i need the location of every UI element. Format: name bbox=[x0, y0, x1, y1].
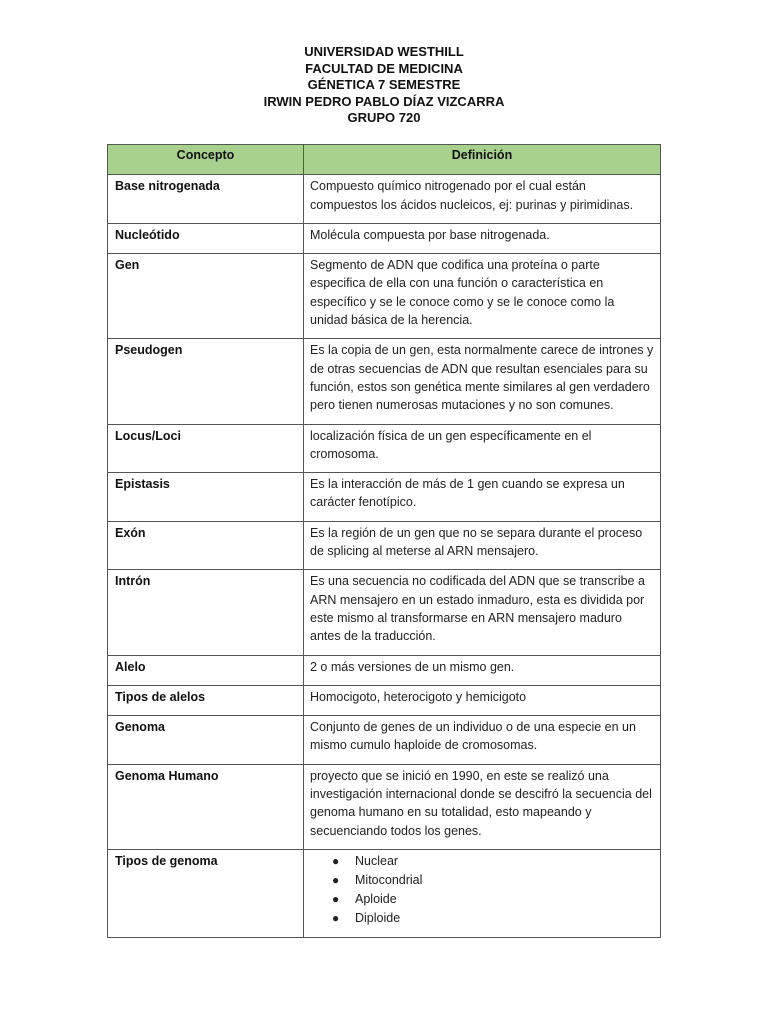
table-row bbox=[108, 175, 661, 224]
table-row bbox=[108, 473, 661, 522]
definition-cell: 2 o más versiones de un mismo gen. bbox=[304, 655, 661, 685]
table-row bbox=[108, 424, 661, 473]
table-row bbox=[108, 655, 661, 685]
document-header bbox=[0, 44, 768, 127]
list-item-label: Diploide bbox=[355, 910, 401, 925]
definition-cell bbox=[304, 849, 661, 937]
genome-types-list bbox=[310, 852, 654, 928]
definition-cell: localización física de un gen específicamente en el cromosoma. bbox=[304, 424, 661, 473]
concept-cell: Tipos de alelos bbox=[108, 685, 304, 715]
definition-cell: Es la región de un gen que no se separa durante el proceso de splicing al meterse al ARN mensajero. bbox=[304, 521, 661, 570]
list-item-label: Nuclear bbox=[355, 853, 399, 868]
definition-cell: Molécula compuesta por base nitrogenada. bbox=[304, 223, 661, 253]
concept-cell: Pseudogen bbox=[108, 339, 304, 424]
definition-cell: Segmento de ADN que codifica una proteína o parte especifica de ella con una función o característica en específico y se le conoce como y se le conoce como la unidad básica de la herencia. bbox=[304, 254, 661, 339]
list-item bbox=[330, 890, 654, 909]
table-row bbox=[108, 716, 661, 765]
table-row bbox=[108, 764, 661, 849]
table-row bbox=[108, 570, 661, 655]
table-row bbox=[108, 254, 661, 339]
list-item bbox=[330, 871, 654, 890]
bullet-icon: ● bbox=[332, 910, 340, 925]
table-row bbox=[108, 849, 661, 937]
concept-cell: Exón bbox=[108, 521, 304, 570]
definition-cell: Es una secuencia no codificada del ADN que se transcribe a ARN mensajero en un estado inmaduro, esta es dividida por este mismo al transformarse en ARN mensajero maduro antes de la traducción. bbox=[304, 570, 661, 655]
concept-cell: Alelo bbox=[108, 655, 304, 685]
definition-cell: proyecto que se inició en 1990, en este se realizó una investigación internacional donde se descifró la secuencia del genoma humano en su totalidad, esto mapeando y secuenciando todos los genes. bbox=[304, 764, 661, 849]
definition-cell: Homocigoto, heterocigoto y hemicigoto bbox=[304, 685, 661, 715]
list-item bbox=[330, 852, 654, 871]
group-name: GRUPO 720 bbox=[347, 110, 421, 125]
bullet-icon: ● bbox=[332, 891, 340, 906]
concepts-table bbox=[107, 144, 661, 938]
bullet-icon: ● bbox=[332, 872, 340, 887]
concept-cell: Genoma Humano bbox=[108, 764, 304, 849]
table-row bbox=[108, 339, 661, 424]
list-item-label: Aploide bbox=[355, 891, 397, 906]
concept-cell: Base nitrogenada bbox=[108, 175, 304, 224]
concept-cell: Nucleótido bbox=[108, 223, 304, 253]
concept-cell: Tipos de genoma bbox=[108, 849, 304, 937]
column-header-definition: Definición bbox=[304, 145, 661, 175]
table-row bbox=[108, 685, 661, 715]
definition-cell: Es la copia de un gen, esta normalmente carece de intrones y de otras secuencias de ADN que resultan esenciales para su función, estos son genética mente similares al gen verdadero pero tienen numerosas mutaciones y no son comunes. bbox=[304, 339, 661, 424]
definition-cell: Es la interacción de más de 1 gen cuando se expresa un carácter fenotípico. bbox=[304, 473, 661, 522]
table-header-row bbox=[108, 145, 661, 175]
list-item bbox=[330, 909, 654, 928]
column-header-concept: Concepto bbox=[108, 145, 304, 175]
university-name: UNIVERSIDAD WESTHILL bbox=[304, 44, 464, 59]
concept-cell: Locus/Loci bbox=[108, 424, 304, 473]
course-name: GÉNETICA 7 SEMESTRE bbox=[307, 77, 461, 92]
definition-cell: Compuesto químico nitrogenado por el cual están compuestos los ácidos nucleicos, ej: purinas y pirimidinas. bbox=[304, 175, 661, 224]
concept-cell: Gen bbox=[108, 254, 304, 339]
concept-cell: Epistasis bbox=[108, 473, 304, 522]
table-row bbox=[108, 521, 661, 570]
table-row bbox=[108, 223, 661, 253]
definition-cell: Conjunto de genes de un individuo o de una especie en un mismo cumulo haploide de cromosomas. bbox=[304, 716, 661, 765]
list-item-label: Mitocondrial bbox=[355, 872, 423, 887]
student-name: IRWIN PEDRO PABLO DÍAZ VIZCARRA bbox=[263, 93, 505, 109]
bullet-icon: ● bbox=[332, 853, 340, 868]
concept-cell: Genoma bbox=[108, 716, 304, 765]
concept-cell: Intrón bbox=[108, 570, 304, 655]
faculty-name: FACULTAD DE MEDICINA bbox=[305, 60, 463, 76]
